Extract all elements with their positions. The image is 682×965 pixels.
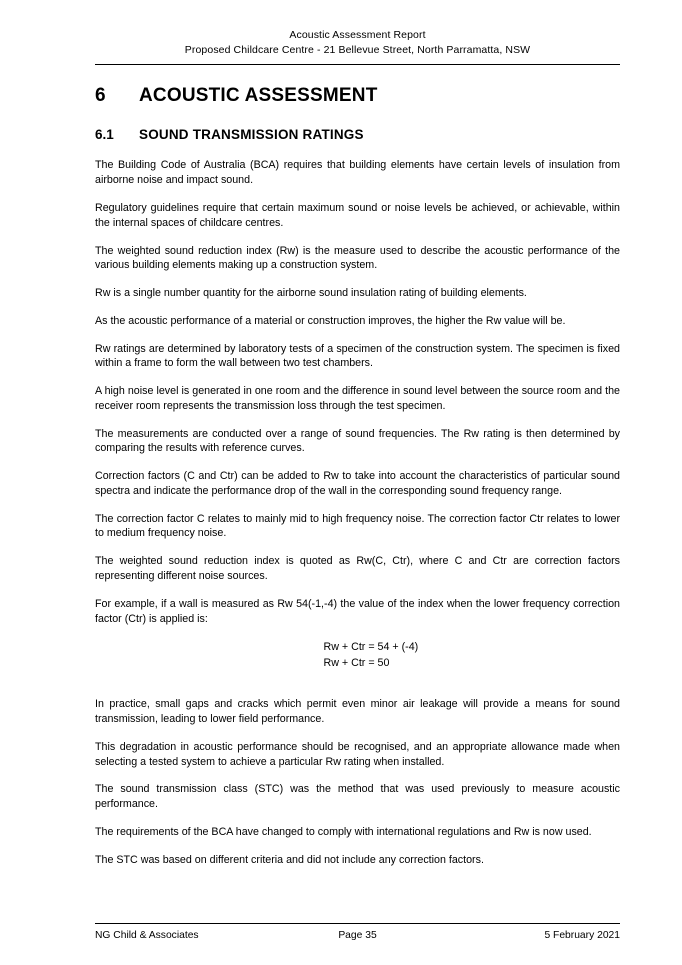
body-paragraph: Rw ratings are determined by laboratory tests of a specimen of the construction system. The specimen is fixed within a frame to form the wall between two test chambers. [95,342,620,370]
equation-line-1: Rw + Ctr = 54 + (-4) [323,641,419,654]
header-project-subtitle: Proposed Childcare Centre - 21 Bellevue Street, North Parramatta, NSW [184,44,531,57]
footer-page-number: Page 35 [338,930,377,941]
body-paragraph: The weighted sound reduction index (Rw) is the measure used to describe the acoustic performance of the various building elements making up a construction system. [95,244,620,272]
body-paragraph: As the acoustic performance of a material or construction improves, the higher the Rw value will be. [95,314,566,327]
subsection-heading [95,127,620,142]
body-paragraph: The correction factor C relates to mainly mid to high frequency noise. The correction factor Ctr relates to lower to medium frequency noise. [95,512,620,540]
body-paragraph: The STC was based on different criteria and did not include any correction factors. [95,853,484,866]
body-paragraph: Correction factors (C and Ctr) can be added to Rw to take into account the characteristics of particular sound spectra and indicate the performance drop of the wall in the corresponding sound frequency range. [95,470,620,497]
footer-date: 5 February 2021 [544,930,620,941]
section-title: ACOUSTIC ASSESSMENT [139,85,378,107]
header-report-title: Acoustic Assessment Report [289,29,426,41]
body-paragraph: For example, if a wall is measured as Rw 54(-1,-4) the value of the index when the lower frequency correction factor (Ctr) is applied is: [95,597,620,625]
equation-block [95,640,620,671]
page-header [95,28,620,58]
section-heading [95,85,620,107]
body-paragraph: The weighted sound reduction index is quoted as Rw(C, Ctr), where C and Ctr are correction factors representing different noise sources. [95,555,620,582]
body-paragraph: Regulatory guidelines require that certain maximum sound or noise levels be achieved, or achievable, within the internal spaces of childcare centres. [95,201,620,229]
body-paragraph: Rw is a single number quantity for the airborne sound insulation rating of building elements. [95,287,527,300]
body-paragraph: In practice, small gaps and cracks which permit even minor air leakage will provide a means for sound transmission, leading to lower field performance. [95,698,620,726]
equation-line-2: Rw + Ctr = 50 [323,656,390,669]
footer-divider [95,923,620,924]
body-paragraph: The measurements are conducted over a range of sound frequencies. The Rw rating is then determined by comparing the results with reference curves. [95,427,620,455]
body-paragraph: The requirements of the BCA have changed to comply with international regulations and Rw is now used. [95,825,592,838]
section-number: 6 [95,85,106,107]
body-paragraph: The Building Code of Australia (BCA) requires that building elements have certain levels of insulation from airborne noise and impact sound. [95,159,620,187]
subsection-number: 6.1 [95,127,114,143]
body-paragraph: This degradation in acoustic performance should be recognised, and an appropriate allowance made when selecting a tested system to achieve a particular Rw rating when installed. [95,740,620,768]
footer-company: NG Child & Associates [95,930,199,941]
body-paragraph: The sound transmission class (STC) was the method that was used previously to measure acoustic performance. [95,783,620,811]
page-footer [95,923,620,941]
subsection-title: SOUND TRANSMISSION RATINGS [139,127,364,143]
body-paragraph: A high noise level is generated in one room and the difference in sound level between the source room and the receiver room represents the transmission loss through the test specimen. [95,385,620,412]
header-divider [95,64,620,65]
